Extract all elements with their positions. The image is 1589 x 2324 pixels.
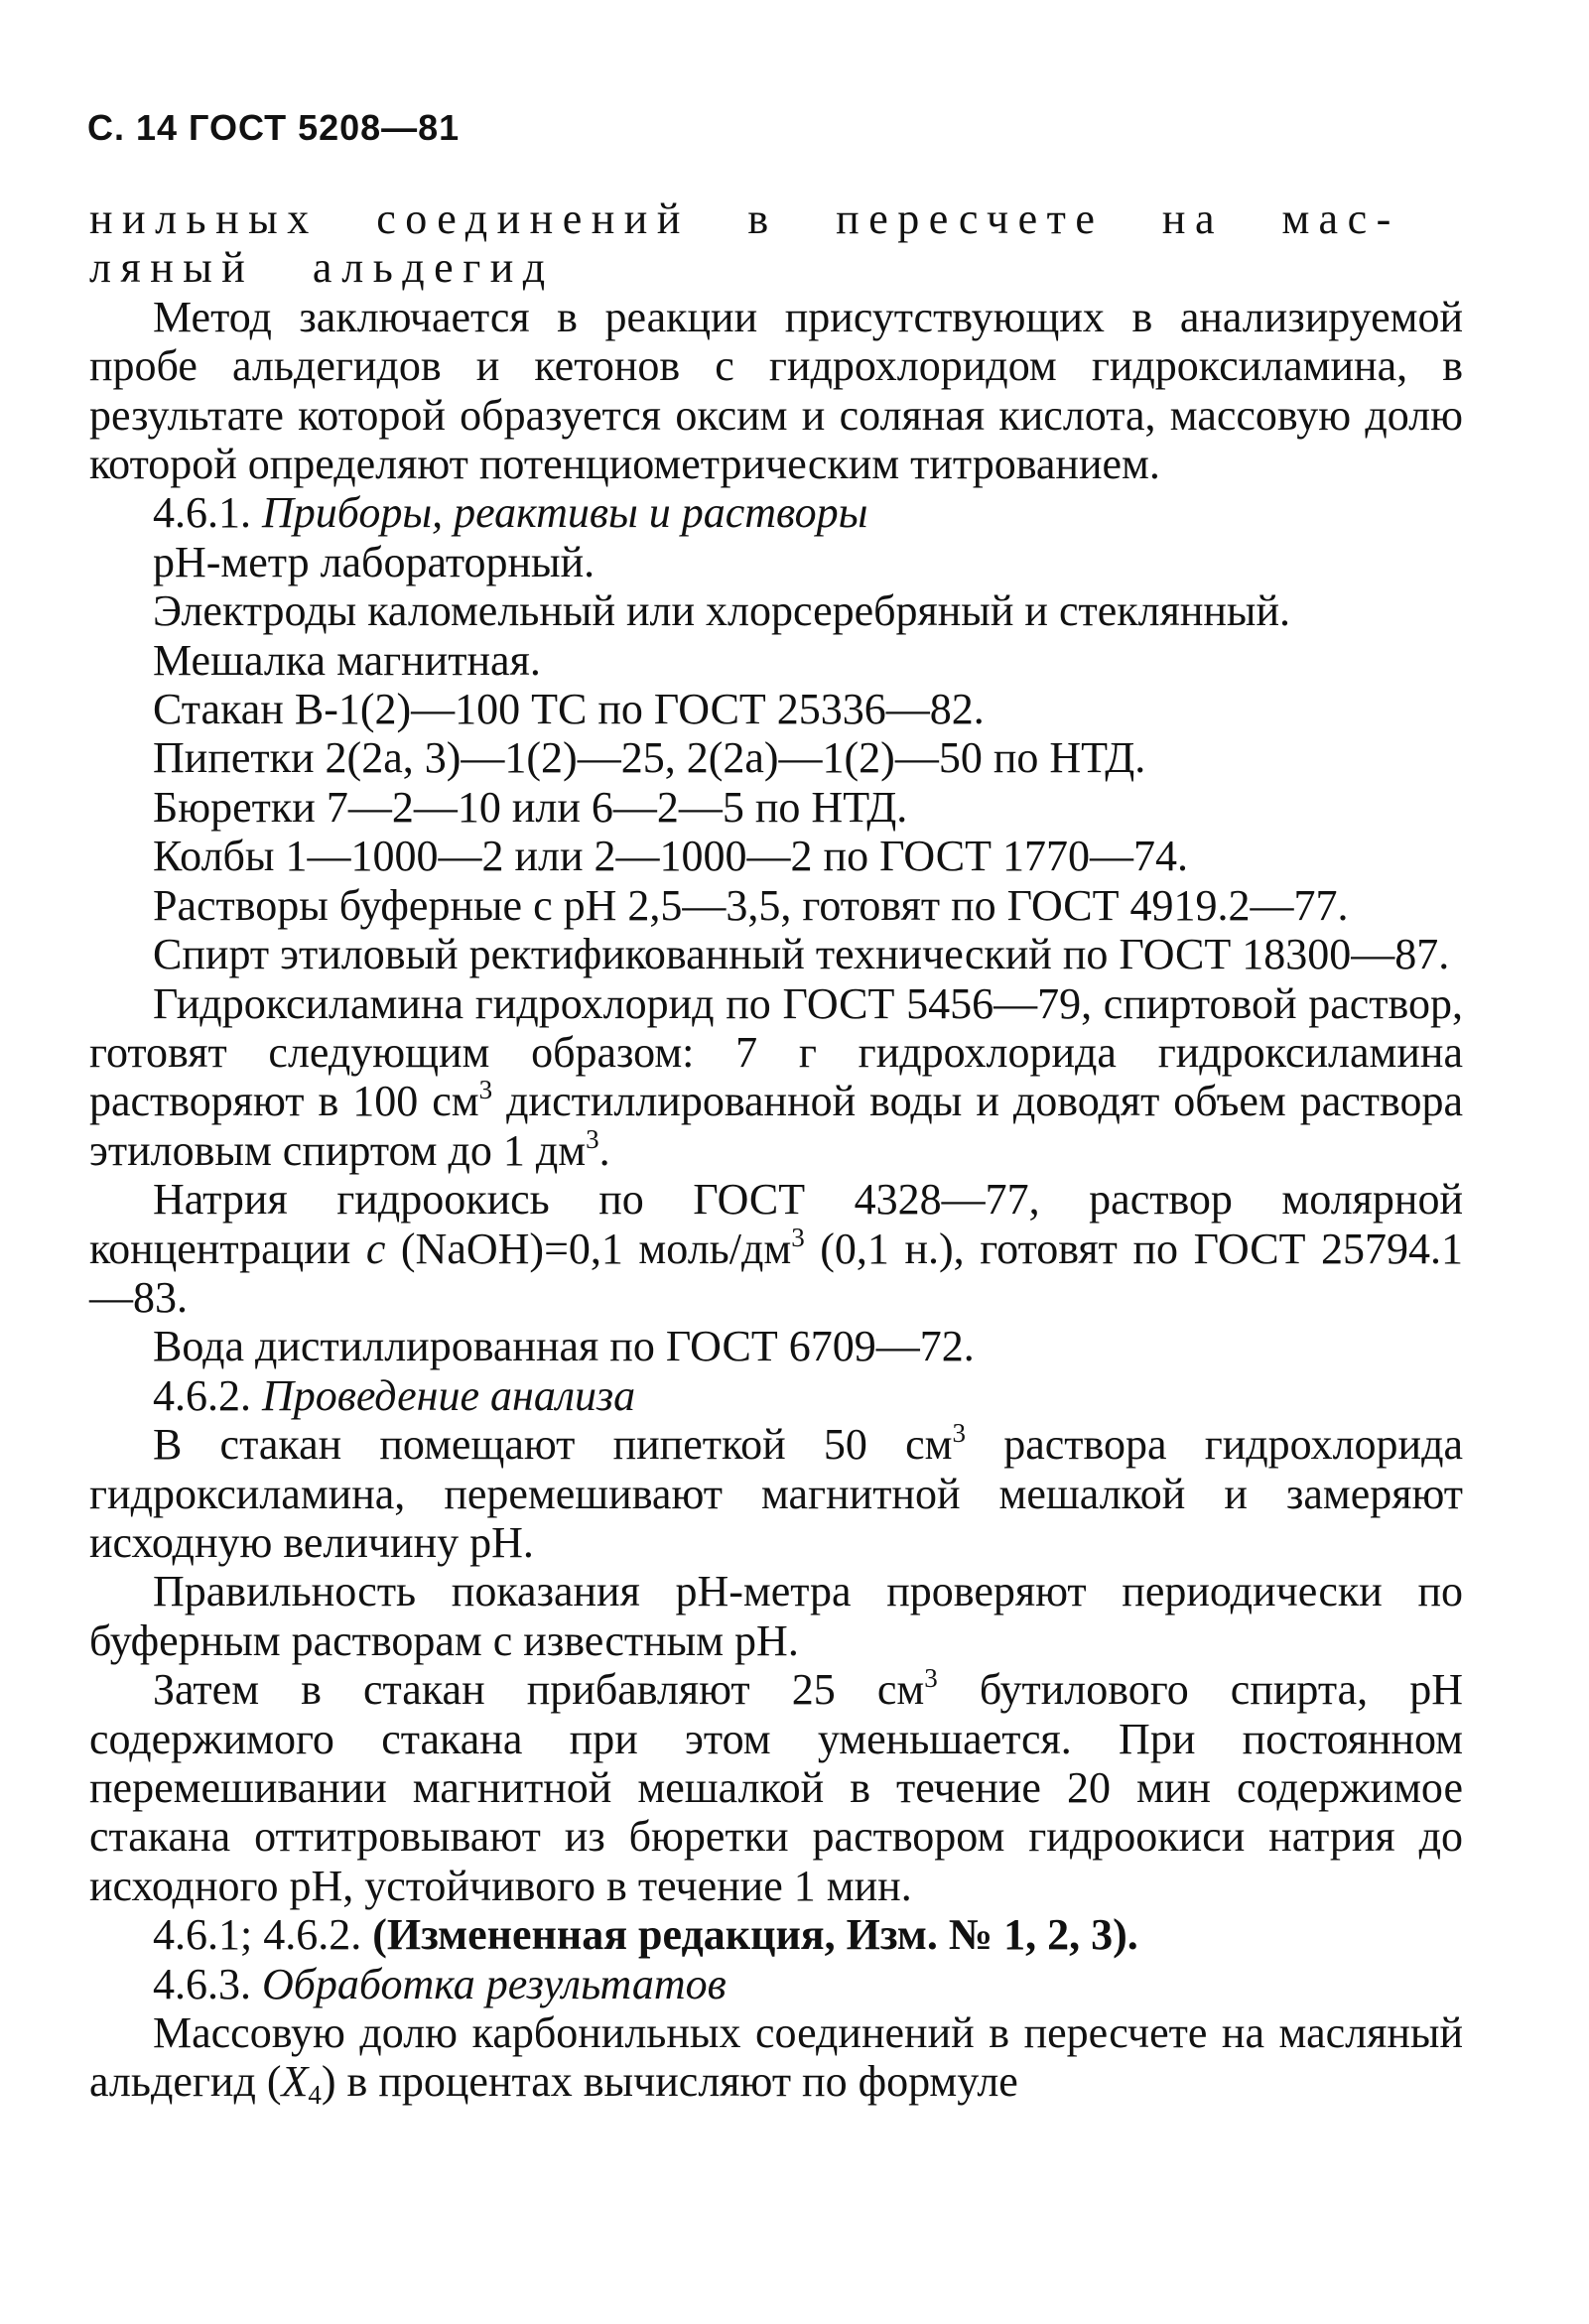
subsection-4-6-3-heading: [89, 1960, 1463, 2008]
naoh-concentration-symbol: с: [365, 1224, 386, 1273]
subsection-title: Проведение анализа: [262, 1370, 636, 1420]
subsection-4-6-2-heading: [89, 1371, 1463, 1420]
subsection-4-6-1-heading: [89, 488, 1463, 537]
procedure-paragraph-3: [89, 1665, 1463, 1910]
item-beaker: Стакан В-1(2)—100 ТС по ГОСТ 25336—82.: [153, 685, 985, 734]
superscript-3: 3: [791, 1222, 805, 1252]
item-stirrer: Мешалка магнитная.: [153, 635, 541, 685]
procedure-3-text-a: Затем в стакан прибавляют 25 см: [153, 1665, 925, 1715]
procedure-paragraph-1: [89, 1420, 1463, 1567]
variable-x: X: [281, 2057, 309, 2107]
hydroxylamine-text-a: Гидроксиламина гидрохлорид по ГОСТ 5456—79, спиртовой раствор, готовят следующим образом: 7 г гидрохлорида гидроксиламина растворяют в 100 см: [89, 978, 1463, 1126]
procedure-1-text-b: раствора гидрохлорида гидроксиламина, перемешивают магнитной мешалкой и замеряют исходную величину рН.: [89, 1420, 1463, 1567]
amendment-text: (Измененная редакция, Изм. № 1, 2, 3).: [372, 1910, 1138, 1960]
subsection-title: Обработка результатов: [262, 1959, 727, 2008]
item-hydroxylamine: Гидроксиламина гидрохлорид по ГОСТ 5456—79, спиртовой раствор, готовят следующим образом: 7 г гидрохлорида гидроксиламина растворяют в 100 $см^3$ дистиллированной воды и доводят объем раствора этиловым спиртом до 1 $дм^3$.: [89, 978, 1463, 1175]
item-naoh: [89, 1175, 1463, 1322]
superscript-3: 3: [924, 1663, 938, 1694]
subsection-number: 4.6.2.: [153, 1370, 251, 1420]
naoh-text-b: (NaOH)=0,1 моль/дм: [385, 1224, 792, 1273]
calculation-text-a: Массовую долю карбонильных соединений в пересчете на масляный альдегид (: [89, 2008, 1463, 2107]
superscript-3: 3: [952, 1418, 966, 1449]
page-header: С. 14 ГОСТ 5208—81: [87, 107, 461, 148]
naoh-text-a: Натрия гидроокись по ГОСТ 4328—77, раствор молярной концентрации: [89, 1175, 1463, 1273]
superscript-3: 3: [478, 1075, 493, 1105]
superscript-3: 3: [586, 1123, 599, 1154]
item-pipettes: Пипетки 2(2а, 3)—1(2)—25, 2(2а)—1(2)—50 по НТД.: [153, 733, 1146, 783]
procedure-1-text-a: В стакан помещают пипеткой 50 см: [153, 1420, 953, 1470]
variable-subscript: 4: [308, 2080, 322, 2111]
item-burettes: Бюретки 7—2—10 или 6—2—5 по НТД.: [153, 782, 908, 832]
method-paragraph: Метод заключается в реакции присутствующих в анализируемой пробе альдегидов и кетонов с гидрохлоридом гидроксиламина, в результате которой образуется оксим и соляная кислота, массовую долю которой определяют потенциометрическим титрованием.: [89, 292, 1463, 489]
section-title-line2: ляный альдегид: [89, 243, 555, 293]
subsection-number: 4.6.3.: [153, 1959, 251, 2008]
item-water: Вода дистиллированная по ГОСТ 6709—72.: [153, 1322, 975, 1371]
calculation-text-b: ) в процентах вычисляют по формуле: [321, 2057, 1018, 2107]
section-title-line1: нильных соединений в пересчете на мас-: [89, 194, 1400, 243]
subsection-title: Приборы, реактивы и растворы: [262, 488, 868, 538]
calculation-paragraph: [89, 2008, 1463, 2111]
amendment-sections: 4.6.1; 4.6.2.: [153, 1910, 362, 1960]
procedure-3-text-b: бутилового спирта, рН содержимого стакана при этом уменьшается. При постоянном перемешивании магнитной мешалкой в течение 20 мин содержимое стакана оттитровывают из бюретки раствором гидроокиси натрия до исходного рН, устойчивого в течение 1 мин.: [89, 1665, 1463, 1910]
subsection-number: 4.6.1.: [153, 488, 251, 538]
item-electrodes: Электроды каломельный или хлорсеребряный и стеклянный.: [153, 586, 1291, 636]
procedure-paragraph-2: Правильность показания рН-метра проверяют периодически по буферным растворам с известным рН.: [89, 1567, 1463, 1665]
item-ethanol: Спирт этиловый ректификованный технический по ГОСТ 18300—87.: [153, 930, 1450, 979]
document-body: [89, 194, 1464, 2111]
section-title: [89, 194, 1463, 293]
item-flasks: Колбы 1—1000—2 или 2—1000—2 по ГОСТ 1770—74.: [153, 832, 1188, 881]
naoh-text-d: (0,1 н.), готовят по ГОСТ 25794.1—83.: [89, 1224, 1464, 1322]
hydroxylamine-text-b: дистиллированной воды и доводят объем раствора этиловым спиртом до 1 дм: [89, 1077, 1463, 1175]
item-buffers: Растворы буферные с рН 2,5—3,5, готовят по ГОСТ 4919.2—77.: [153, 880, 1349, 930]
item-ph-meter: рН-метр лабораторный.: [153, 537, 596, 586]
amendment-note: [89, 1910, 1463, 1959]
